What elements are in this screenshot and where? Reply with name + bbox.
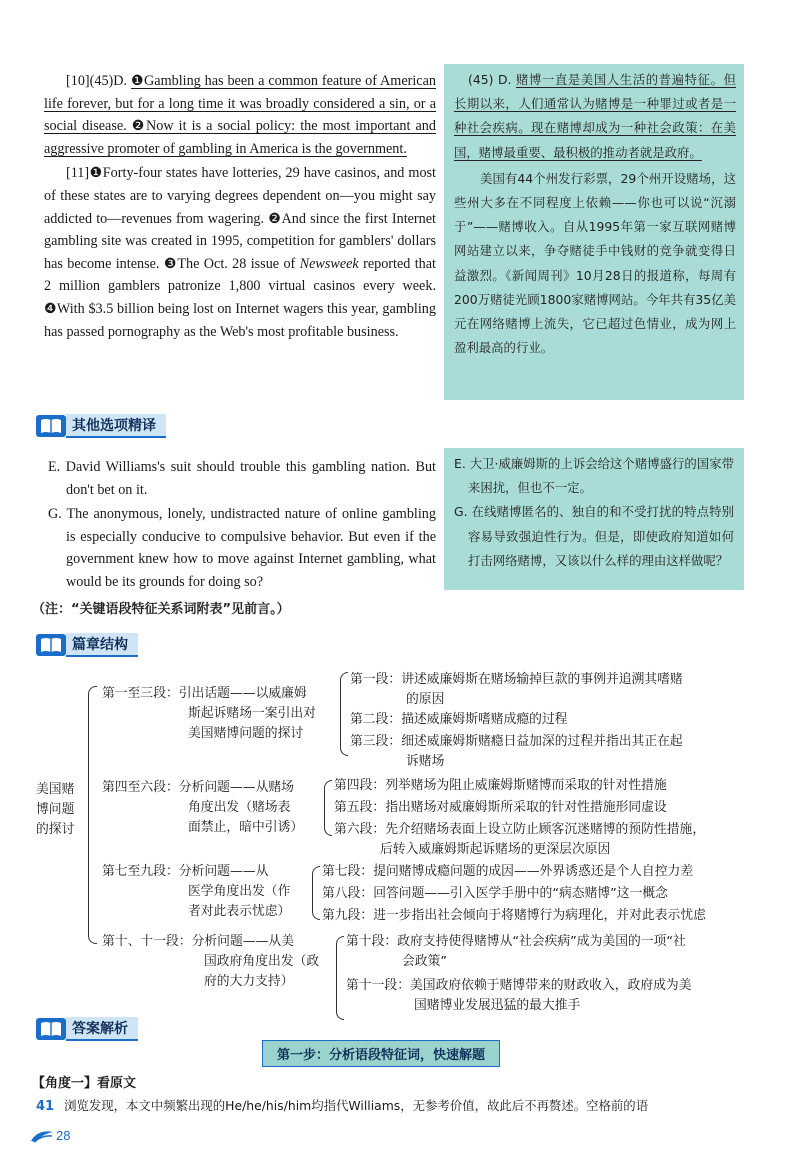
paragraph-10-tag: [10](45)D.	[66, 73, 131, 89]
step-one-banner: 第一步：分析语段特征词，快速解题	[262, 1040, 500, 1067]
page-number: 28	[56, 1128, 71, 1143]
section-title: 篇章结构	[66, 633, 138, 657]
group-3-item-2: 第八段：回答问题——引入医学手册中的“病态赌博”这一概念	[322, 886, 668, 901]
sentence-11-3b: reported that 2 million gamblers patronize 1,800 virtual casinos every week.	[44, 255, 436, 295]
group-1-item-2: 第二段：描述威廉姆斯嗜赌成瘾的过程	[350, 712, 568, 727]
option-e-chinese: E. 大卫·威廉姆斯的上诉会给这个赌博盛行的国家带来困扰，但也不一定。	[454, 456, 734, 496]
group-2-label: 角度出发（赌场表	[188, 800, 291, 815]
group-4-item-1: 会政策”	[402, 954, 448, 969]
group-3-item-3: 第九段：进一步指出社会倾向于将赌博行为病理化，并对此表示忧虑	[322, 908, 706, 923]
group-4-item-2: 国赌博业发展迅猛的最大推手	[414, 998, 581, 1013]
group-4-item-1: 第十段：政府支持使得赌博从“社会疾病”成为美国的一项“社	[346, 934, 686, 949]
group-1-label: 斯起诉赌场一案引出对	[188, 706, 316, 721]
option-g-english: G. The anonymous, lonely, undistracted nature of online gambling is especially conducive to compulsive behavior. But even if the government knew how to move against Internet gambling, what would be its grounds for doing so?	[48, 506, 436, 590]
group-4-label: 国政府角度出发（政	[204, 954, 320, 969]
question-number: 41	[36, 1099, 55, 1114]
page-swoosh-icon	[30, 1129, 54, 1143]
group-1-label: 第一至三段：引出话题——以威廉姆	[102, 686, 307, 701]
tree-brace-group-3	[312, 866, 320, 920]
question-41	[36, 1096, 766, 1115]
magazine-name: Newsweek	[299, 255, 359, 272]
book-icon	[36, 1018, 66, 1040]
group-3-label: 第七至九段：分析问题——从	[102, 864, 269, 879]
group-1-item-3: 诉赌场	[406, 754, 445, 769]
translation-p10-tag: (45) D.	[468, 72, 516, 87]
translation-p10-text: 赌博一直是美国人生活的普遍特征。但长期以来，人们通常认为赌博是一种罪过或者是一种社会疾病。现在赌博却成为一种社会政策：在美国，赌博最重要、最积极的推动者就是政府。	[454, 72, 736, 160]
sentence-11-1: ❶Forty-four states have lotteries, 29 have casinos, and most of these states are to varying degrees dependent on—you might say addicted to—revenues from wagering.	[44, 165, 436, 227]
tree-root-line: 博问题	[36, 802, 75, 817]
sentence-10-1: ❶Gambling has been a common feature of American life forever, but for a long time it was broadly considered a sin, or a social disease.	[44, 73, 436, 135]
group-4-label: 府的大力支持）	[204, 974, 294, 989]
translation-p11: 美国有44个州发行彩票，29个州开设赌场，这些州大多在不同程度上依赖——你也可以说“沉溺于”——赌博收入。自从1995年第一家互联网赌博网站建立以来，争夺赌徒手中钱财的竞争就变得日益激烈。《新闻周刊》10月28日的报道称，每周有200万赌徒光顾1800家赌博网站。今年共有35亿美元在网络赌博上流失，它已超过色情业，成为网上盈利最高的行业。	[454, 170, 736, 356]
tree-brace-group-4	[336, 936, 344, 1020]
group-2-item-3: 第六段：先介绍赌场表面上设立防止顾客沉迷赌博的预防性措施，	[334, 822, 706, 837]
group-4-label: 第十、十一段：分析问题——从美	[102, 934, 294, 949]
option-e-english: E. David Williams's suit should trouble this gambling nation. But don't bet on it.	[48, 459, 436, 498]
section-title: 答案解析	[66, 1017, 138, 1041]
sentence-11-2: ❷And since the first Internet gambling site was created in 1995, competition for gamblers' dollars has become intense.	[44, 210, 436, 272]
group-2-item-1: 第四段：列举赌场为阻止威廉姆斯赌博而采取的针对性措施	[334, 778, 667, 793]
angle-label: 【角度一】看原文	[32, 1076, 137, 1091]
tree-brace-group-2	[324, 780, 332, 836]
group-4-item-2: 第十一段：美国政府依赖于赌博带来的财政收入，政府成为美	[346, 978, 692, 993]
group-3-label: 医学角度出发（作	[188, 884, 291, 899]
section-title: 其他选项精译	[66, 414, 166, 438]
group-3-item-1: 第七段：提问赌博成瘾问题的成因——外界诱惑还是个人自控力差	[322, 864, 694, 879]
group-2-label: 第四至六段：分析问题——从赌场	[102, 780, 294, 795]
group-1-label: 美国赌博问题的探讨	[188, 726, 304, 741]
sentence-11-4: ❹With $3.5 billion being lost on Internet wagers this year, gambling has passed pornography as the Web's most profitable business.	[44, 300, 436, 340]
sentence-11-3a: ❸The Oct. 28 issue of	[163, 255, 300, 272]
option-g-chinese: G. 在线赌博匿名的、独自的和不受打扰的特点特别容易导致强迫性行为。但是，即使政府知道如何打击网络赌博，又该以什么样的理由这样做呢？	[454, 504, 734, 568]
group-1-item-1: 第一段：讲述威廉姆斯在赌场输掉巨款的事例并追溯其嗜赌	[350, 672, 683, 687]
paragraph-11-tag: [11]	[66, 165, 90, 182]
group-1-item-3: 第三段：细述威廉姆斯赌瘾日益加深的过程并指出其正在起	[350, 734, 683, 749]
page-footer	[30, 1128, 70, 1143]
tree-root-line: 美国赌	[36, 782, 75, 797]
group-2-label: 面禁止，暗中引诱）	[188, 820, 304, 835]
group-3-label: 者对此表示忧虑）	[188, 904, 291, 919]
group-2-item-3: 后转入威廉姆斯起诉赌场的更深层次原因	[380, 842, 611, 857]
tree-brace-root	[88, 686, 97, 944]
question-text: 浏览发现，本文中频繁出现的He/he/his/him均指代Williams，无参考价值，故此后不再赘述。空格前的语	[64, 1098, 649, 1113]
group-2-item-2: 第五段：指出赌场对威廉姆斯所采取的针对性措施形同虚设	[334, 800, 667, 815]
group-1-item-1: 的原因	[406, 692, 445, 707]
section-header-answer	[36, 1016, 138, 1042]
sentence-10-2: ❷Now it is a social policy: the most important and aggressive promoter of gambling in America is the government.	[44, 118, 436, 157]
tree-brace-group-1	[340, 672, 348, 756]
tree-root-line: 的探讨	[36, 822, 75, 837]
footnote: （注：“关键语段特征关系词附表”见前言。）	[32, 602, 290, 617]
